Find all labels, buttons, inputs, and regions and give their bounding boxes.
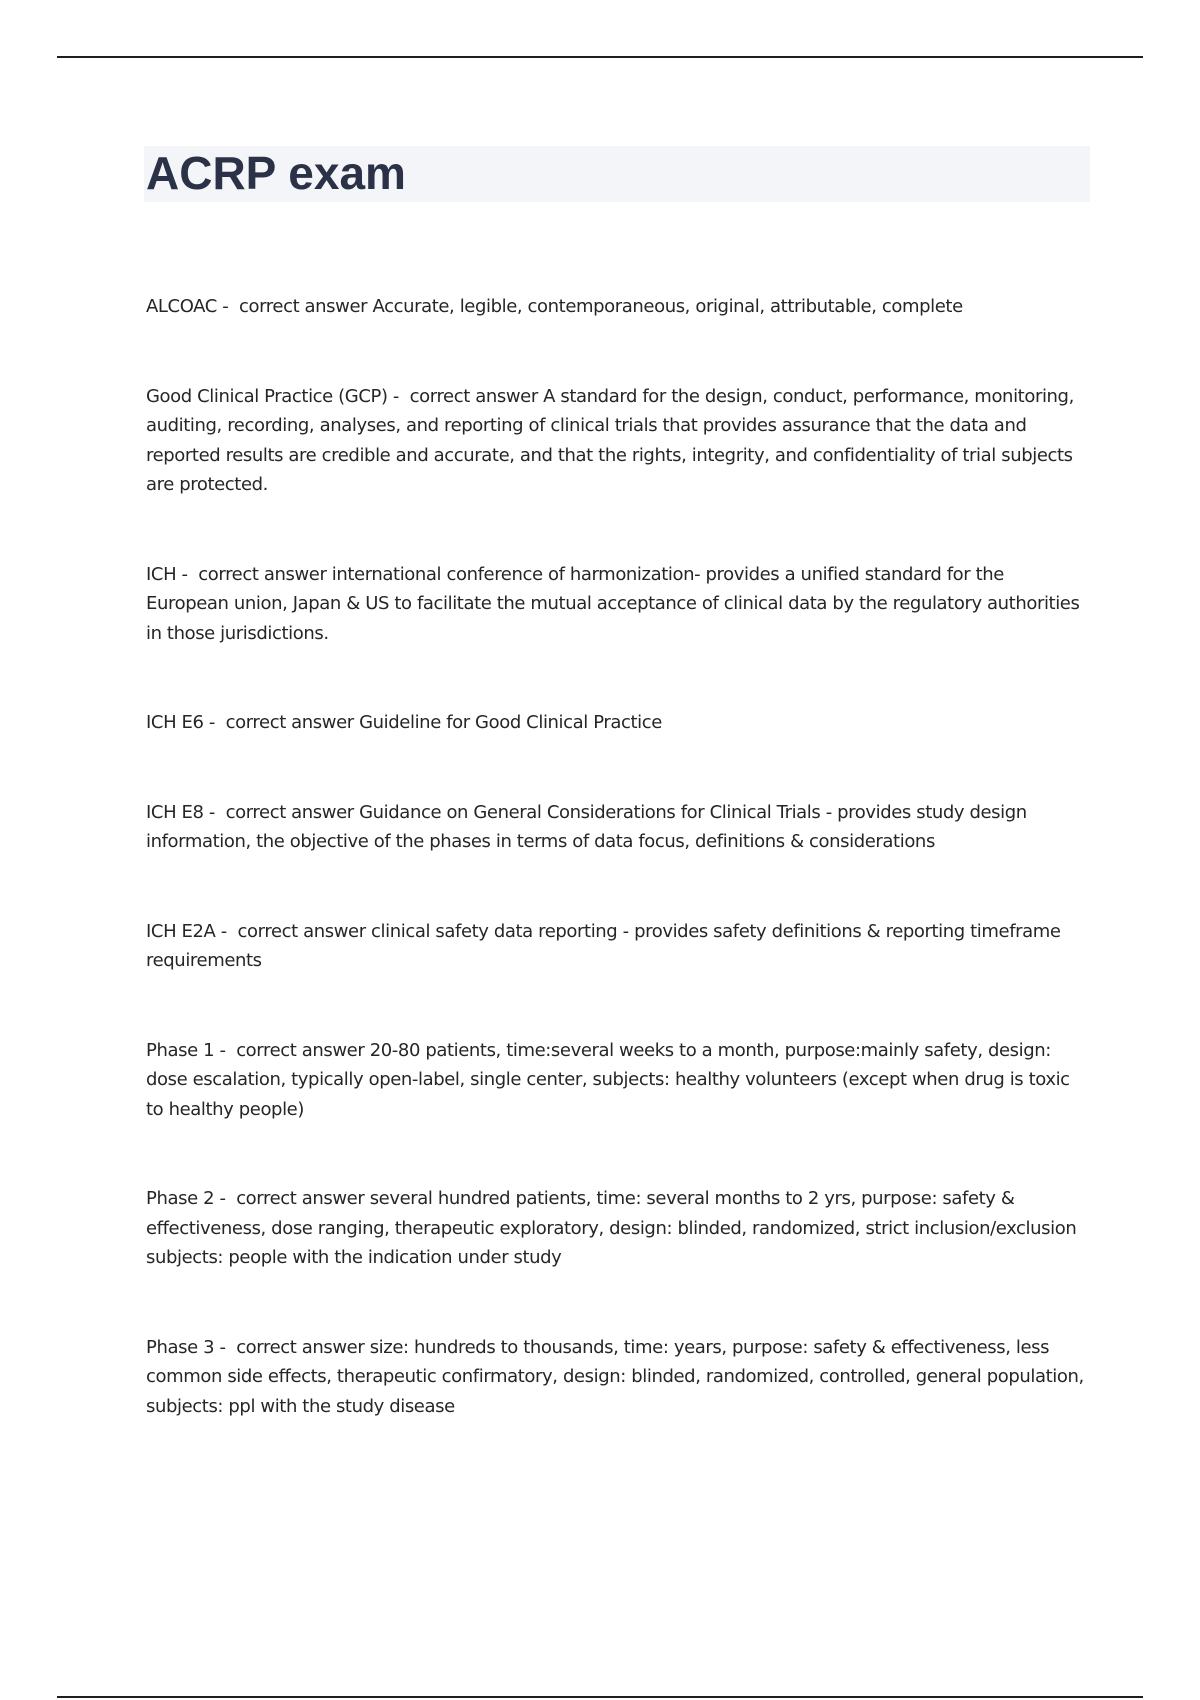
entry-answer: size: hundreds to thousands, time: years, purpose: safety & effectiveness, less common side effects, therapeutic confirmatory, design: blinded, randomized, controlled, general population, subjects: ppl with the study disease [146,1336,1084,1417]
entry-answer: A standard for the design, conduct, performance, monitoring, auditing, recording, analyses, and reporting of clinical trials that provides assurance that the data and reported results are credible and accurate, and that the rights, integrity, and confidentiality of trial subjects are protected. [146,385,1074,495]
entry-answer: 20-80 patients, time:several weeks to a month, purpose:mainly safety, design: dose escalation, typically open-label, single center, subjects: healthy volunteers (except when drug is toxic to healthy people) [146,1039,1070,1120]
entry-answer: Guideline for Good Clinical Practice [359,712,662,733]
document-title: ACRP exam [146,147,406,199]
qa-entry [146,560,1090,649]
entry-answer: Guidance on General Considerations for Clinical Trials - provides study design information, the objective of the phases in terms of data focus, definitions & considerations [146,801,1027,852]
answer-label: correct answer [236,1188,365,1209]
answer-label: correct answer [237,920,366,942]
answer-label: correct answer [236,1039,365,1061]
entry-answer: clinical safety data reporting - provides safety definitions & reporting timeframe requirements [146,920,1061,971]
entry-term: ALCOAC - [146,296,239,317]
entry-term: Phase 2 - [146,1188,236,1209]
bottom-rule [57,1696,1143,1698]
entry-term: Phase 1 - [146,1040,236,1061]
qa-entry [146,1036,1090,1125]
entry-term: ICH E8 - [146,802,226,823]
qa-entry [146,708,1090,738]
entry-term: Phase 3 - [146,1337,236,1358]
entry-term: ICH E2A - [146,921,238,942]
answer-label: correct answer [409,385,538,407]
answer-label: correct answer [239,296,368,317]
entry-answer: several hundred patients, time: several months to 2 yrs, purpose: safety & effectiveness, dose ranging, therapeutic exploratory, design: blinded, randomized, strict inclusion/exclusion subjects: people with the indication under study [146,1188,1077,1268]
entry-term: ICH - [146,564,198,585]
answer-label: correct answer [225,801,354,823]
qa-list [146,292,1090,1421]
qa-entry [146,382,1090,500]
qa-entry [146,1184,1090,1273]
qa-entry [146,292,1090,322]
answer-label: correct answer [236,1336,365,1358]
top-rule [57,56,1143,58]
entry-answer: international conference of harmonization- provides a unified standard for the European union, Japan & US to facilitate the mutual acceptance of clinical data by the regulatory authorities in those jurisdictions. [146,563,1080,644]
entry-term: Good Clinical Practice (GCP) - [146,386,410,407]
qa-entry [146,798,1090,857]
qa-entry [146,917,1090,976]
answer-label: correct answer [225,712,354,733]
answer-label: correct answer [198,563,327,585]
qa-entry [146,1333,1090,1422]
entry-term: ICH E6 - [146,712,226,733]
entry-answer: Accurate, legible, contemporaneous, original, attributable, complete [372,296,963,317]
